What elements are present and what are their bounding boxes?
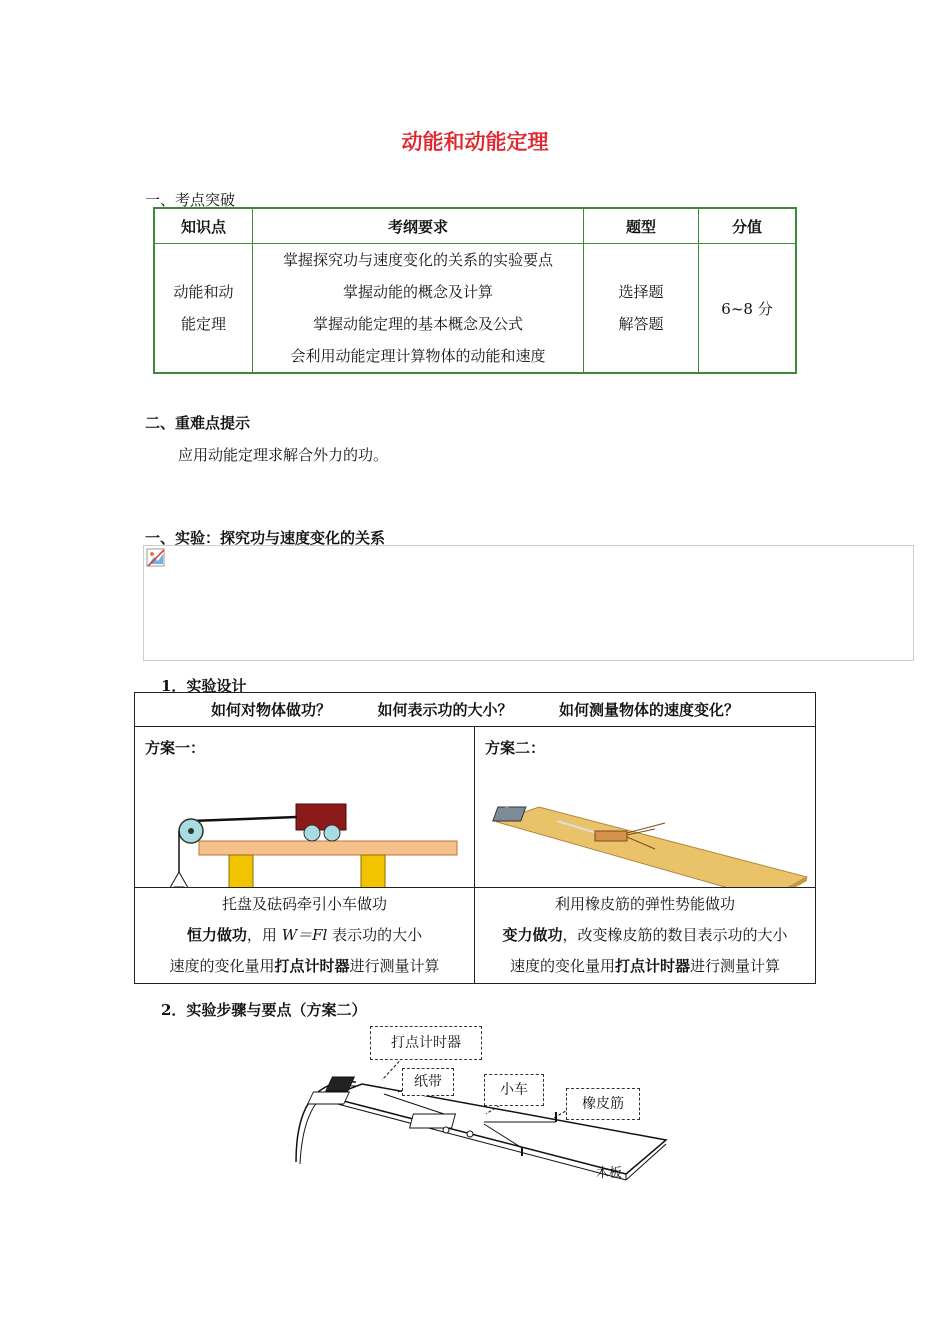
scheme2-label: 方案二： [485, 739, 546, 757]
left-support [229, 855, 253, 887]
callout-tape: 纸带 [402, 1068, 454, 1096]
timer [493, 807, 526, 821]
cell-score: 6~8 分 [699, 244, 797, 374]
apparatus-diagram [286, 1022, 676, 1192]
page-title: 动能和动能定理 [401, 129, 549, 154]
cell-type: 选择题 解答题 [584, 244, 699, 374]
callout-timer: 打点计时器 [370, 1026, 482, 1060]
header-requirements: 考纲要求 [253, 208, 584, 244]
cell-requirements: 掌握探究功与速度变化的关系的实验要点 掌握动能的概念及计算 掌握动能定理的基本概念及公式 会利用动能定理计算物体的动能和速度 [253, 244, 584, 374]
scheme1-description: 托盘及砝码牵引小车做功 恒力做功，用 W＝Fl 表示功的大小 速度的变化量用打点计时器进行测量计算 [135, 888, 475, 984]
callout-cart: 小车 [484, 1074, 544, 1106]
header-score: 分值 [699, 208, 797, 244]
scheme1-diagram-cell [135, 727, 475, 888]
header-knowledge: 知识点 [154, 208, 253, 244]
scheme2-diagram [475, 727, 815, 887]
sub-heading-steps: 2．实验步骤与要点（方案二） [161, 1001, 367, 1019]
broken-image-placeholder [143, 545, 914, 661]
broken-image-icon [146, 548, 166, 568]
cart-body [296, 804, 346, 830]
label-board: 木板 [596, 1166, 623, 1181]
right-support [361, 855, 385, 887]
cart-outline [410, 1114, 456, 1128]
scheme2-diagram-cell [475, 727, 816, 888]
scheme2-description: 利用橡皮筋的弹性势能做功 变力做功，改变橡皮筋的数目表示功的大小 速度的变化量用打点计时器进行测量计算 [475, 888, 816, 984]
experiment-design-table [134, 692, 816, 984]
plank [199, 841, 457, 855]
section-heading-key-points: 二、重难点提示 [145, 414, 251, 432]
key-points-text: 应用动能定理求解合外力的功。 [178, 446, 389, 464]
cart [595, 831, 627, 841]
cell-knowledge: 动能和动 能定理 [154, 244, 253, 374]
section-heading-exam-points: 一、考点突破 [145, 191, 236, 209]
cart-wheel-front [304, 825, 320, 841]
sub-heading-design: 1．实验设计 [161, 677, 247, 695]
scheme1-label: 方案一： [145, 739, 206, 757]
exam-points-table [153, 207, 797, 374]
callout-rubber-band: 橡皮筋 [566, 1088, 640, 1120]
design-questions-row: 如何对物体做功？ 如何表示功的大小？ 如何测量物体的速度变化？ [135, 693, 816, 727]
wooden-board [497, 807, 807, 887]
timer-body [308, 1092, 350, 1104]
string [191, 817, 297, 821]
section-heading-experiment: 一、实验：探究功与速度变化的关系 [145, 529, 386, 547]
scheme1-diagram [135, 727, 474, 887]
header-type: 题型 [584, 208, 699, 244]
cart-wheel-back [324, 825, 340, 841]
